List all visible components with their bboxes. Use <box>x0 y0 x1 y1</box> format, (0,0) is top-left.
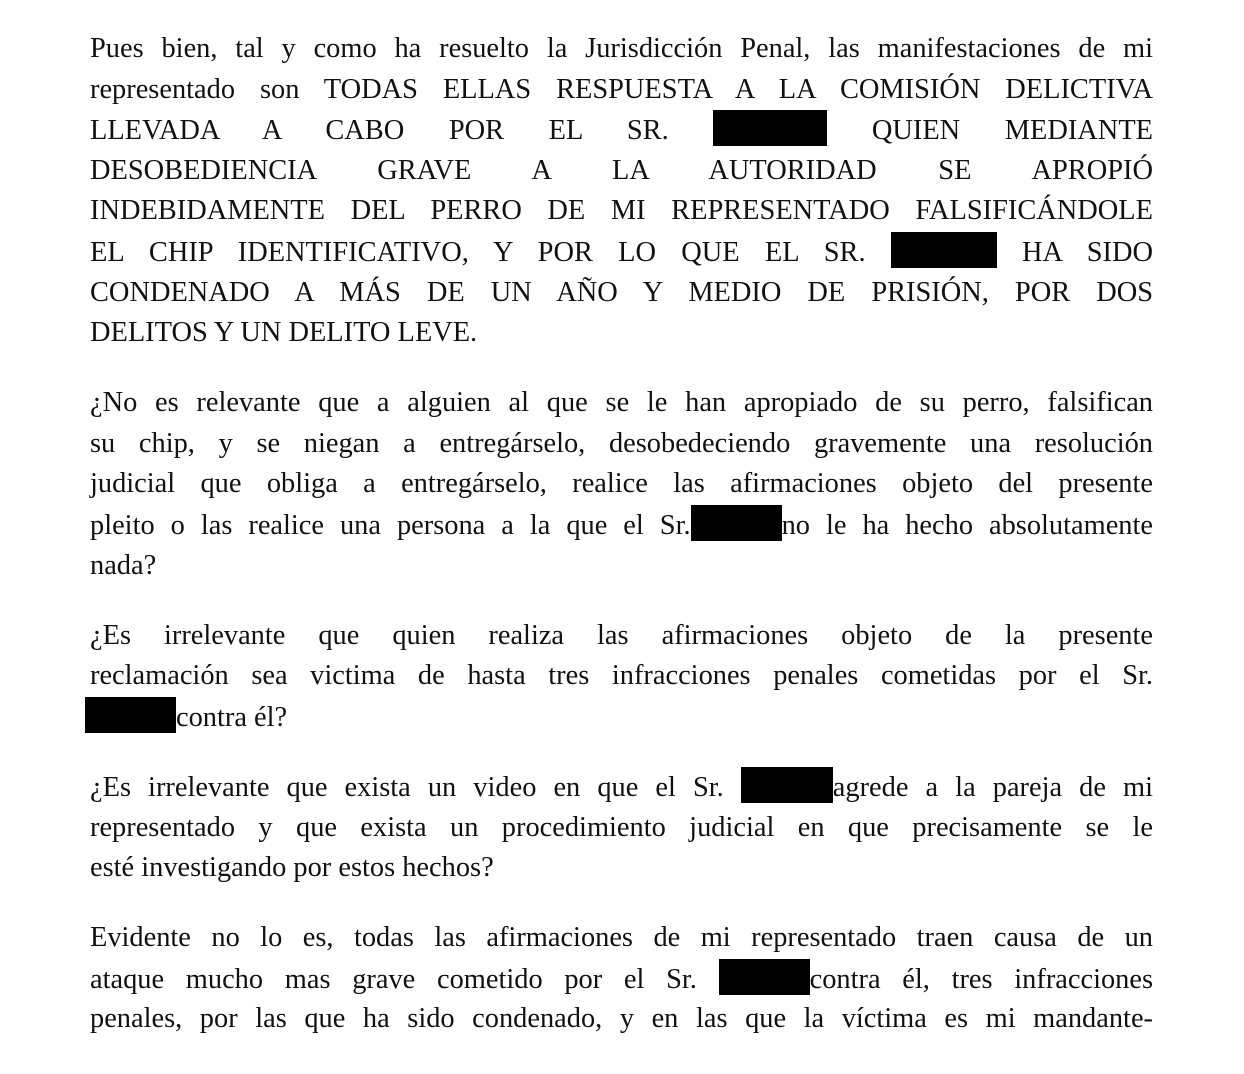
paragraph-1 <box>90 29 1153 354</box>
redaction-block <box>741 767 833 803</box>
paragraph-spacer <box>90 354 1153 384</box>
text-line: ¿No es relevante que a alguien al que se le han apropiado de su perro, falsifican <box>90 387 1153 419</box>
paragraph-spacer <box>90 889 1153 919</box>
paragraph-spacer <box>90 586 1153 616</box>
paragraph-3 <box>90 616 1153 738</box>
text-line: representado son TODAS ELLAS RESPUESTA A LA COMISIÓN DELICTIVA <box>90 73 1153 105</box>
text-line: reclamación sea victima de hasta tres infracciones penales cometidas por el Sr. <box>90 660 1153 692</box>
text-segment: EL CHIP IDENTIFICATIVO, Y POR LO QUE EL SR. <box>90 236 891 268</box>
text-segment: contra él, tres infracciones <box>809 963 1154 995</box>
text-line <box>90 959 1153 1000</box>
text-line <box>90 505 1153 546</box>
text-line: ¿Es irrelevante que quien realiza las afirmaciones objeto de la presente <box>90 619 1153 651</box>
text-line: nada? <box>90 549 157 581</box>
text-line <box>85 697 1153 738</box>
text-segment: agrede a la pareja de mi <box>832 772 1153 803</box>
text-line: penales, por las que ha sido condenado, y en las que la víctima es mi mandante- <box>90 1003 1153 1035</box>
text-segment: pleito o las realice una persona a la que el Sr. <box>90 510 691 542</box>
text-segment: HA SIDO <box>996 236 1153 268</box>
text-segment: ¿Es irrelevante que exista un video en que el Sr. <box>90 772 741 803</box>
redaction-block <box>719 959 810 995</box>
redaction-block <box>891 232 997 268</box>
paragraph-2 <box>90 383 1153 586</box>
text-line: esté investigando por estos hechos? <box>90 852 494 884</box>
redaction-block <box>85 697 176 733</box>
text-line: Pues bien, tal y como ha resuelto la Jurisdicción Penal, las manifestaciones de mi <box>90 33 1153 64</box>
text-line: representado y que exista un procedimiento judicial en que precisamente se le <box>90 811 1153 843</box>
text-segment: contra él? <box>176 701 288 733</box>
paragraph-4 <box>90 767 1153 889</box>
text-segment: LLEVADA A CABO POR EL SR. <box>90 115 714 147</box>
paragraph-5 <box>90 918 1153 1040</box>
text-line: su chip, y se niegan a entregárselo, desobedeciendo gravemente una resolución <box>90 427 1153 459</box>
paragraph-spacer <box>90 738 1153 768</box>
text-segment: QUIEN MEDIANTE <box>827 115 1153 147</box>
redaction-block <box>691 505 782 541</box>
redaction-block <box>713 110 827 146</box>
text-line: CONDENADO A MÁS DE UN AÑO Y MEDIO DE PRISIÓN, POR DOS <box>90 276 1153 308</box>
text-line: judicial que obliga a entregárselo, realice las afirmaciones objeto del presente <box>90 468 1153 500</box>
text-line <box>90 110 1153 151</box>
text-line: Evidente no lo es, todas las afirmaciones de mi representado traen causa de un <box>90 922 1153 954</box>
text-line <box>90 767 1153 808</box>
text-segment: no le ha hecho absolutamente <box>781 510 1153 542</box>
document-page <box>90 29 1153 1040</box>
text-line <box>90 232 1153 273</box>
text-line: DESOBEDIENCIA GRAVE A LA AUTORIDAD SE APROPIÓ <box>90 154 1153 186</box>
text-segment: ataque mucho mas grave cometido por el Sr. <box>90 963 719 995</box>
text-line: DELITOS Y UN DELITO LEVE. <box>90 317 478 349</box>
text-line: INDEBIDAMENTE DEL PERRO DE MI REPRESENTADO FALSIFICÁNDOLE <box>90 195 1153 227</box>
